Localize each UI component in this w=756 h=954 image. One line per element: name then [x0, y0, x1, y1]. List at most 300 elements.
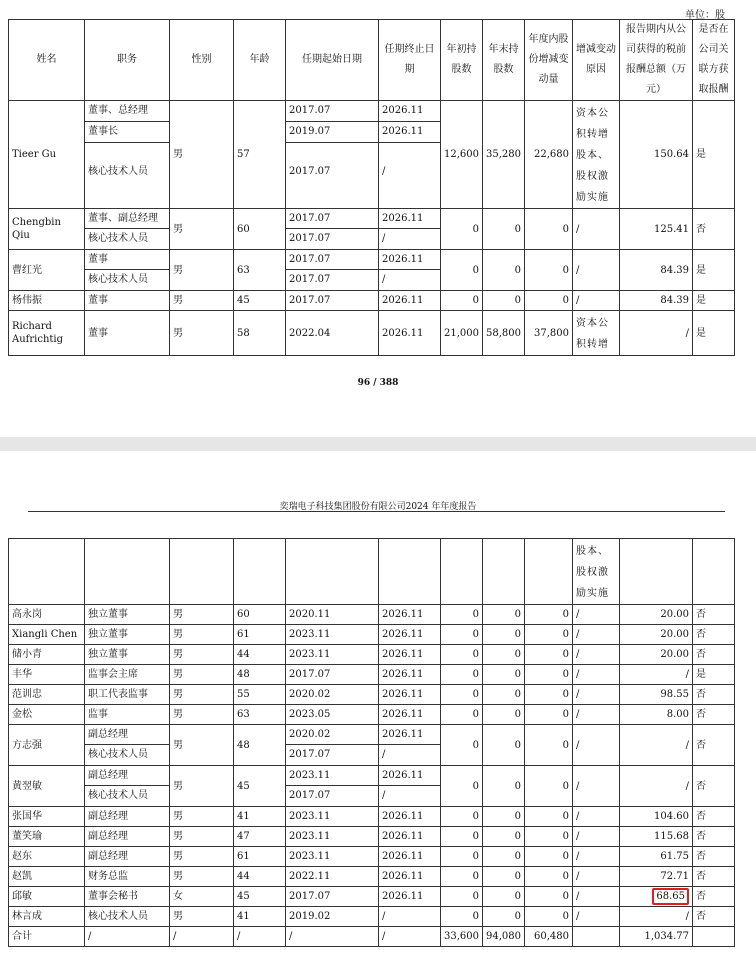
- shares-change-cell: 0: [525, 605, 573, 625]
- related-party-cell: 否: [693, 907, 735, 927]
- shares-begin-cell: 0: [441, 250, 483, 291]
- name-cell: 方志强: [9, 725, 85, 766]
- name-cell: Richard Aufrichtig: [9, 311, 85, 356]
- change-reason-cell: 股本、股权激励实施: [573, 539, 620, 605]
- shares-begin-cell: 21,000: [441, 311, 483, 356]
- age-cell: 45: [234, 766, 286, 807]
- term-end-line: /: [382, 274, 386, 285]
- shares-change-cell: 0: [525, 907, 573, 927]
- change-reason-cell: /: [573, 645, 620, 665]
- gender-cell: 男: [170, 645, 234, 665]
- term-end-line: /: [382, 166, 386, 177]
- duty-cell: [85, 101, 170, 209]
- change-reason-cell: /: [573, 847, 620, 867]
- pretax-pay-cell: 150.64: [620, 101, 693, 209]
- change-reason-cell: /: [573, 807, 620, 827]
- duty-cell: [85, 209, 170, 250]
- page-number: 96 / 388: [357, 378, 399, 388]
- shares-change-cell: 37,800: [525, 311, 573, 356]
- related-party-cell: 否: [693, 827, 735, 847]
- name-cell: 金松: [9, 705, 85, 725]
- duty-cell: 副总经理: [85, 807, 170, 827]
- gender-cell: 男: [170, 766, 234, 807]
- shares-end-cell: 94,080: [483, 927, 525, 947]
- shares-change-cell: 0: [525, 867, 573, 887]
- age-cell: 61: [234, 847, 286, 867]
- term-start-line: 2017.07: [289, 790, 331, 801]
- table-row: [9, 625, 735, 645]
- name-cell: 邱敏: [9, 887, 85, 907]
- term-start-cell: [286, 209, 379, 250]
- term-start-cell: 2020.11: [286, 605, 379, 625]
- unit-label: 单位：股: [685, 10, 725, 21]
- duty-line: 核心技术人员: [88, 274, 148, 285]
- change-reason-cell: 资本公积转增股本、股权激励实施: [573, 101, 620, 209]
- gender-cell: 男: [170, 209, 234, 250]
- age-cell: 57: [234, 101, 286, 209]
- shares-begin-cell: 0: [441, 827, 483, 847]
- table-row: [9, 927, 735, 947]
- related-party-cell: 否: [693, 725, 735, 766]
- duty-cell: 独立董事: [85, 625, 170, 645]
- shares-change-cell: 22,680: [525, 101, 573, 209]
- table-row: [9, 705, 735, 725]
- running-header: 奕瑞电子科技集团股份有限公司2024 年年度报告: [279, 502, 477, 512]
- pretax-pay-cell: 84.39: [620, 250, 693, 291]
- term-start-cell: [286, 101, 379, 209]
- term-end-cell: /: [379, 907, 441, 927]
- duty-line: 副总经理: [85, 766, 169, 786]
- shares-end-cell: 0: [483, 665, 525, 685]
- shares-begin-cell: 0: [441, 867, 483, 887]
- term-start-line: 2020.02: [286, 725, 378, 745]
- related-party-cell: 是: [693, 311, 735, 356]
- related-party-cell: 否: [693, 867, 735, 887]
- table-row: [9, 311, 735, 356]
- age-cell: 63: [234, 250, 286, 291]
- term-start-line: 2017.07: [286, 101, 378, 122]
- pretax-pay-cell: /: [620, 311, 693, 356]
- header-shares-change: 年度内股份增减变动量: [525, 20, 573, 101]
- table-row: [9, 887, 735, 907]
- shares-end-cell: 0: [483, 725, 525, 766]
- gender-cell: 男: [170, 605, 234, 625]
- pretax-pay-cell: /: [620, 665, 693, 685]
- name-cell: 范训忠: [9, 685, 85, 705]
- gender-cell: 男: [170, 867, 234, 887]
- related-party-cell: 否: [693, 847, 735, 867]
- term-end-line: 2026.11: [379, 101, 440, 122]
- name-cell: Chengbin Qiu: [9, 209, 85, 250]
- table-row: [9, 685, 735, 705]
- table-row: [9, 827, 735, 847]
- age-cell: 63: [234, 705, 286, 725]
- shares-end-cell: 0: [483, 250, 525, 291]
- shares-begin-cell: 0: [441, 685, 483, 705]
- table-row: [9, 250, 735, 291]
- term-end-line: /: [382, 749, 386, 760]
- related-party-cell: 是: [693, 250, 735, 291]
- name-cell: 赵凯: [9, 867, 85, 887]
- gender-cell: 男: [170, 291, 234, 311]
- duty-cell: 副总经理: [85, 827, 170, 847]
- pretax-pay-cell: 104.60: [620, 807, 693, 827]
- age-cell: 55: [234, 685, 286, 705]
- term-end-cell: 2026.11: [379, 827, 441, 847]
- shares-end-cell: 0: [483, 887, 525, 907]
- shares-end-cell: 0: [483, 705, 525, 725]
- term-end-cell: 2026.11: [379, 705, 441, 725]
- shares-change-cell: 0: [525, 291, 573, 311]
- name-cell: 杨伟振: [9, 291, 85, 311]
- table-header-row: [9, 20, 735, 101]
- term-start-cell: 2017.07: [286, 887, 379, 907]
- shares-begin-cell: 0: [441, 209, 483, 250]
- shares-change-cell: 0: [525, 766, 573, 807]
- shares-change-cell: 60,480: [525, 927, 573, 947]
- related-party-cell: 是: [693, 101, 735, 209]
- related-party-cell: 否: [693, 685, 735, 705]
- term-start-cell: 2017.07: [286, 291, 379, 311]
- age-cell: 44: [234, 645, 286, 665]
- term-end-cell: 2026.11: [379, 867, 441, 887]
- term-start-cell: 2022.11: [286, 867, 379, 887]
- shares-change-cell: 0: [525, 725, 573, 766]
- term-start-cell: 2019.02: [286, 907, 379, 927]
- shares-begin-cell: 33,600: [441, 927, 483, 947]
- term-start-line: 2017.07: [289, 166, 331, 177]
- gender-cell: 男: [170, 807, 234, 827]
- term-start-line: 2019.07: [286, 122, 378, 143]
- name-cell: 曹红光: [9, 250, 85, 291]
- related-party-cell: 否: [693, 766, 735, 807]
- continuation-row: [9, 539, 735, 605]
- duty-cell: [85, 725, 170, 766]
- term-end-line: 2026.11: [379, 122, 440, 143]
- report-page-96: [0, 0, 756, 437]
- term-end-cell: 2026.11: [379, 847, 441, 867]
- table-row: [9, 725, 735, 766]
- report-page-97: [0, 451, 756, 954]
- term-end-cell: 2026.11: [379, 665, 441, 685]
- header-pretax-pay: 报告期内从公司获得的税前报酬总额（万元）: [620, 20, 693, 101]
- term-end-cell: 2026.11: [379, 311, 441, 356]
- shares-end-cell: 0: [483, 645, 525, 665]
- term-end-cell: 2026.11: [379, 625, 441, 645]
- table-row: [9, 766, 735, 807]
- term-start-cell: 2023.11: [286, 847, 379, 867]
- gender-cell: 男: [170, 250, 234, 291]
- shares-end-cell: 0: [483, 685, 525, 705]
- shares-begin-cell: 0: [441, 847, 483, 867]
- header-related-party-pay: 是否在公司关联方获取报酬: [693, 20, 735, 101]
- gender-cell: 男: [170, 847, 234, 867]
- term-start-cell: 2022.04: [286, 311, 379, 356]
- term-end-cell: [379, 209, 441, 250]
- name-cell: 林言成: [9, 907, 85, 927]
- term-end-line: 2026.11: [379, 250, 440, 270]
- shares-change-cell: 0: [525, 625, 573, 645]
- gender-cell: 男: [170, 827, 234, 847]
- shares-change-cell: 0: [525, 705, 573, 725]
- term-end-line: 2026.11: [379, 725, 440, 745]
- name-cell: Tieer Gu: [9, 101, 85, 209]
- shares-begin-cell: 0: [441, 705, 483, 725]
- change-reason-cell: /: [573, 887, 620, 907]
- shares-change-cell: 0: [525, 685, 573, 705]
- change-reason-cell: /: [573, 605, 620, 625]
- duty-cell: 副总经理: [85, 847, 170, 867]
- age-cell: 61: [234, 625, 286, 645]
- header-duty: 职务: [85, 20, 170, 101]
- term-start-cell: 2020.02: [286, 685, 379, 705]
- shares-begin-cell: 0: [441, 887, 483, 907]
- gender-cell: 男: [170, 311, 234, 356]
- shares-begin-cell: 12,600: [441, 101, 483, 209]
- age-cell: 58: [234, 311, 286, 356]
- age-cell: 41: [234, 807, 286, 827]
- related-party-cell: 否: [693, 625, 735, 645]
- term-end-line: /: [382, 233, 386, 244]
- duty-line: 董事: [85, 250, 169, 270]
- highlighted-pay-value: 68.65: [652, 888, 689, 905]
- duty-cell: 财务总监: [85, 867, 170, 887]
- pretax-pay-cell: 1,034.77: [620, 927, 693, 947]
- change-reason-cell: /: [573, 725, 620, 766]
- age-cell: 48: [234, 725, 286, 766]
- header-shares-end: 年末持股数: [483, 20, 525, 101]
- term-end-cell: 2026.11: [379, 291, 441, 311]
- pretax-pay-cell: 115.68: [620, 827, 693, 847]
- gender-cell: 男: [170, 907, 234, 927]
- gender-cell: /: [170, 927, 234, 947]
- pretax-pay-cell: 98.55: [620, 685, 693, 705]
- term-end-cell: [379, 250, 441, 291]
- table-row: [9, 867, 735, 887]
- shares-change-cell: 0: [525, 645, 573, 665]
- name-cell: Xiangli Chen: [9, 625, 85, 645]
- term-end-cell: [379, 725, 441, 766]
- term-start-cell: [286, 766, 379, 807]
- term-start-line: 2017.07: [289, 749, 331, 760]
- header-term-start: 任期起始日期: [286, 20, 379, 101]
- duty-line: 核心技术人员: [88, 166, 148, 177]
- duty-cell: [85, 250, 170, 291]
- age-cell: 60: [234, 209, 286, 250]
- duty-line: 副总经理: [85, 725, 169, 745]
- table-row: [9, 101, 735, 209]
- table-row: [9, 907, 735, 927]
- duty-line: 董事、总经理: [85, 101, 169, 122]
- pretax-pay-cell: 20.00: [620, 625, 693, 645]
- pretax-pay-cell: 8.00: [620, 705, 693, 725]
- shares-begin-cell: 0: [441, 766, 483, 807]
- gender-cell: 女: [170, 887, 234, 907]
- related-party-cell: 否: [693, 209, 735, 250]
- shares-begin-cell: 0: [441, 291, 483, 311]
- name-cell: 赵东: [9, 847, 85, 867]
- term-end-line: 2026.11: [379, 766, 440, 786]
- header-rule: [28, 511, 725, 512]
- term-start-cell: 2017.07: [286, 665, 379, 685]
- term-start-cell: /: [286, 927, 379, 947]
- age-cell: /: [234, 927, 286, 947]
- shares-end-cell: 0: [483, 807, 525, 827]
- pretax-pay-cell: 84.39: [620, 291, 693, 311]
- pretax-pay-cell: /: [620, 766, 693, 807]
- duty-cell: /: [85, 927, 170, 947]
- change-reason-cell: /: [573, 625, 620, 645]
- duty-cell: 独立董事: [85, 645, 170, 665]
- age-cell: 45: [234, 887, 286, 907]
- duty-line: 核心技术人员: [88, 749, 148, 760]
- term-start-cell: 2023.05: [286, 705, 379, 725]
- term-start-line: 2017.07: [286, 209, 378, 229]
- term-start-line: 2017.07: [286, 250, 378, 270]
- gender-cell: 男: [170, 665, 234, 685]
- header-change-reason: 增减变动原因: [573, 20, 620, 101]
- change-reason-cell: /: [573, 766, 620, 807]
- executive-shareholding-table: [8, 19, 735, 356]
- header-age: 年龄: [234, 20, 286, 101]
- table-row: [9, 847, 735, 867]
- shares-end-cell: 0: [483, 766, 525, 807]
- shares-change-cell: 0: [525, 827, 573, 847]
- term-start-line: 2017.07: [289, 233, 331, 244]
- shares-end-cell: 35,280: [483, 101, 525, 209]
- shares-end-cell: 0: [483, 867, 525, 887]
- header-shares-begin: 年初持股数: [441, 20, 483, 101]
- shares-begin-cell: 0: [441, 907, 483, 927]
- gender-cell: 男: [170, 101, 234, 209]
- term-start-line: 2017.07: [289, 274, 331, 285]
- term-start-cell: [286, 250, 379, 291]
- shares-end-cell: 58,800: [483, 311, 525, 356]
- pretax-pay-cell: 20.00: [620, 645, 693, 665]
- executive-shareholding-table-continued: [8, 538, 735, 947]
- shares-end-cell: 0: [483, 907, 525, 927]
- change-reason-cell: /: [573, 250, 620, 291]
- page-gap: [0, 437, 756, 451]
- shares-change-cell: 0: [525, 665, 573, 685]
- shares-change-cell: 0: [525, 250, 573, 291]
- duty-cell: 董事会秘书: [85, 887, 170, 907]
- header-term-end: 任期终止日期: [379, 20, 441, 101]
- age-cell: 47: [234, 827, 286, 847]
- shares-change-cell: 0: [525, 847, 573, 867]
- related-party-cell: 否: [693, 605, 735, 625]
- pretax-pay-cell: 61.75: [620, 847, 693, 867]
- related-party-cell: 否: [693, 887, 735, 907]
- duty-cell: 董事: [85, 311, 170, 356]
- pretax-pay-cell: [620, 887, 693, 907]
- duty-cell: [85, 766, 170, 807]
- table-row: [9, 645, 735, 665]
- change-reason-cell: /: [573, 665, 620, 685]
- duty-cell: 董事: [85, 291, 170, 311]
- shares-end-cell: 0: [483, 827, 525, 847]
- change-reason-cell: 资本公积转增: [573, 311, 620, 356]
- name-cell: 董笑瑜: [9, 827, 85, 847]
- shares-begin-cell: 0: [441, 645, 483, 665]
- shares-end-cell: 0: [483, 847, 525, 867]
- age-cell: 48: [234, 665, 286, 685]
- duty-cell: 核心技术人员: [85, 907, 170, 927]
- duty-cell: 监事: [85, 705, 170, 725]
- term-start-line: 2023.11: [286, 766, 378, 786]
- header-name: 姓名: [9, 20, 85, 101]
- term-end-cell: 2026.11: [379, 605, 441, 625]
- term-start-cell: 2023.11: [286, 645, 379, 665]
- term-end-cell: 2026.11: [379, 807, 441, 827]
- shares-change-cell: 0: [525, 807, 573, 827]
- term-end-cell: /: [379, 927, 441, 947]
- duty-cell: 职工代表监事: [85, 685, 170, 705]
- pretax-pay-cell: 125.41: [620, 209, 693, 250]
- term-end-cell: 2026.11: [379, 887, 441, 907]
- pretax-pay-cell: 72.71: [620, 867, 693, 887]
- shares-begin-cell: 0: [441, 625, 483, 645]
- table-row: [9, 209, 735, 250]
- duty-line: 核心技术人员: [88, 233, 148, 244]
- shares-begin-cell: 0: [441, 665, 483, 685]
- shares-end-cell: 0: [483, 625, 525, 645]
- header-gender: 性别: [170, 20, 234, 101]
- term-start-cell: 2023.11: [286, 807, 379, 827]
- pretax-pay-cell: /: [620, 725, 693, 766]
- shares-change-cell: 0: [525, 887, 573, 907]
- term-start-cell: 2023.11: [286, 827, 379, 847]
- change-reason-cell: /: [573, 867, 620, 887]
- name-cell: 张国华: [9, 807, 85, 827]
- pretax-pay-cell: 20.00: [620, 605, 693, 625]
- table-row: [9, 665, 735, 685]
- table-row: [9, 605, 735, 625]
- gender-cell: 男: [170, 625, 234, 645]
- related-party-cell: 否: [693, 807, 735, 827]
- shares-end-cell: 0: [483, 209, 525, 250]
- age-cell: 44: [234, 867, 286, 887]
- table-row: [9, 807, 735, 827]
- related-party-cell: [693, 927, 735, 947]
- shares-begin-cell: 0: [441, 807, 483, 827]
- table-row: [9, 291, 735, 311]
- term-end-line: 2026.11: [379, 209, 440, 229]
- shares-begin-cell: 0: [441, 725, 483, 766]
- term-end-cell: [379, 766, 441, 807]
- duty-line: 董事长: [85, 122, 169, 143]
- name-cell: 高永岗: [9, 605, 85, 625]
- term-start-cell: 2023.11: [286, 625, 379, 645]
- age-cell: 45: [234, 291, 286, 311]
- shares-begin-cell: 0: [441, 605, 483, 625]
- name-cell: 丰华: [9, 665, 85, 685]
- related-party-cell: 否: [693, 705, 735, 725]
- change-reason-cell: /: [573, 685, 620, 705]
- term-end-cell: 2026.11: [379, 685, 441, 705]
- name-cell: 合计: [9, 927, 85, 947]
- change-reason-cell: /: [573, 827, 620, 847]
- duty-cell: 独立董事: [85, 605, 170, 625]
- name-cell: 黄翌敏: [9, 766, 85, 807]
- duty-line: 核心技术人员: [88, 790, 148, 801]
- change-reason-cell: /: [573, 209, 620, 250]
- gender-cell: 男: [170, 685, 234, 705]
- related-party-cell: 是: [693, 665, 735, 685]
- term-end-line: /: [382, 790, 386, 801]
- related-party-cell: 否: [693, 645, 735, 665]
- age-cell: 60: [234, 605, 286, 625]
